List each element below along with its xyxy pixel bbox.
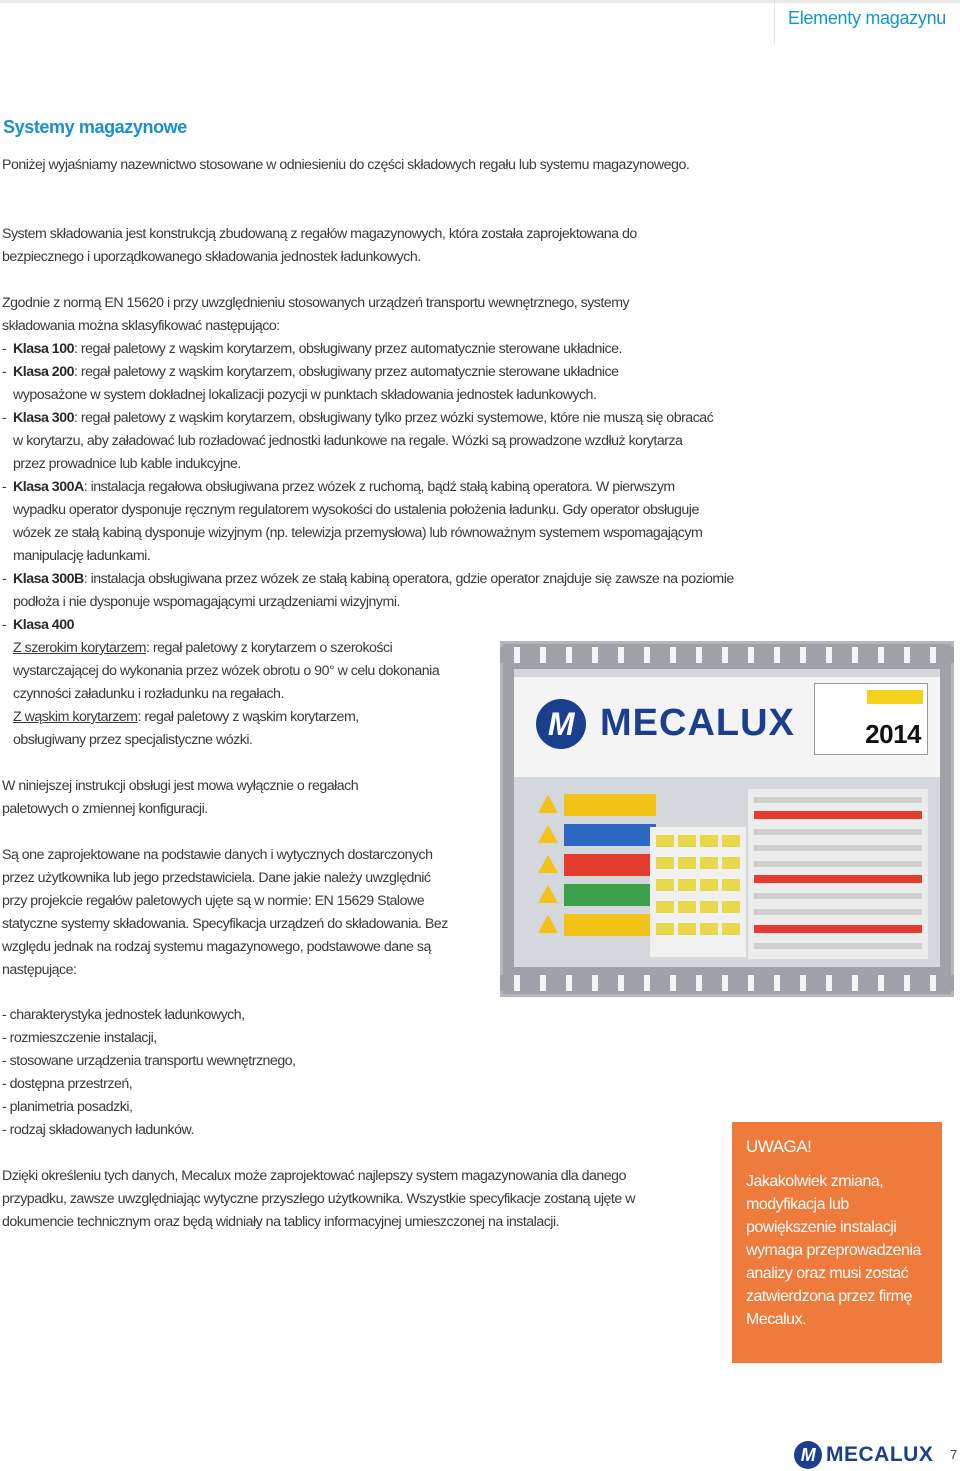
- requirement-item: - charakterystyka jednostek ładunkowych,: [2, 1007, 245, 1023]
- class-item: - Klasa 300B: instalacja obsługiwana przez wózek ze stałą kabiną operatora, gdzie operator znajduje się zawsze na poziomie podłoża i nie dysponuje wspomagającymi urządzeniami wizyjnymi.: [2, 571, 734, 610]
- requirement-item: - rodzaj składowanych ładunków.: [2, 1122, 194, 1138]
- mecalux-logo-icon: M: [794, 1441, 822, 1469]
- class-item: - Klasa 300: regał paletowy z wąskim korytarzem, obsługiwany tylko przez wózki systemowe, które nie muszą się obracać w korytarzu, aby załadować lub rozładować jednostki ładunkowe na regale. Wózki są prowadzone wzdłuż korytarza przez prowadnice lub kable indukcyjne.: [2, 410, 714, 472]
- class-name: Klasa 100: [13, 341, 74, 357]
- page-title: Systemy magazynowe: [3, 117, 187, 137]
- narrow-text: : regał paletowy z wąskim korytarzem, obsługiwany przez specjalistyczne wózki.: [13, 709, 359, 748]
- header-divider: [774, 0, 775, 44]
- class-text: : regał paletowy z wąskim korytarzem, obsługiwany przez automatycznie sterowane układnice.: [73, 341, 622, 357]
- class-item: - Klasa 400 Z szerokim korytarzem: regał paletowy z korytarzem o szerokości wystarczającej do wykonania przez wózek obrotu o 90° w celu dokonania czynności załadunku i rozładunku na regałach. Z wąskim korytarzem: regał paletowy z wąskim korytarzem, obsługiwany przez specjalistyczne wózki.: [2, 614, 468, 752]
- body-paragraph-6: Dzięki określeniu tych danych, Mecalux może zaprojektować najlepszy system magazynowania dla danego przypadku, zawsze uwzględniając wytyczne przyszłego użytkownika. Wszystkie specyfikacje zostaną ujęte w dokumencie technicznym oraz będą widniały na tablicy informacyjnej umieszczonej na instalacji.: [2, 1168, 635, 1230]
- page-number: 7: [950, 1447, 957, 1462]
- requirement-item: - stosowane urządzenia transportu wewnętrznego,: [2, 1053, 296, 1069]
- class-text: : instalacja regałowa obsługiwana przez wózek z ruchomą, bądź stałą kabiną operatora. W pierwszym wypadku operator dysponuje ręcznym regulatorem wysokości do ustalenia położenia ładunku. Gdy operator obsługuje wózek ze stałą kabiną dysponuje wizyjnym (np. telewizja przemysłowa) lub równoważnym systemem wspomagającym manipulację ładunkami.: [13, 479, 703, 564]
- config-table: [748, 789, 928, 959]
- class-name: Klasa 300B: [13, 571, 84, 587]
- class-name: Klasa 300: [13, 410, 74, 426]
- class-text: : regał paletowy z wąskim korytarzem, obsługiwany tylko przez wózki systemowe, które nie muszą się obracać w korytarzu, aby załadować lub rozładować jednostki ładunkowe na regale. Wózki są prowadzone wzdłuż korytarza przez prowadnice lub kable indukcyjne.: [13, 410, 714, 472]
- class-item: - Klasa 300A: instalacja regałowa obsługiwana przez wózek z ruchomą, bądź stałą kabiną operatora. W pierwszym wypadku operator dysponuje ręcznym regulatorem wysokości do ustalenia położenia ładunku. Gdy operator obsługuje wózek ze stałą kabiną dysponuje wizyjnym (np. telewizja przemysłowa) lub równoważnym systemem wspomagającym manipulację ładunkami.: [2, 479, 703, 564]
- wide-label: Z szerokim korytarzem: [13, 640, 146, 656]
- top-border: [0, 0, 960, 3]
- mecalux-logo-icon: M: [536, 699, 586, 749]
- intro-paragraph-3: Zgodnie z normą EN 15620 i przy uwzględnieniu stosowanych urządzeń transportu wewnętrznego, systemy składowania można sklasyfikować następująco:: [2, 295, 630, 334]
- requirement-item: - rozmieszczenie instalacji,: [2, 1030, 157, 1046]
- plate-brand: MECALUX: [600, 702, 795, 744]
- class400-wide: [13, 637, 453, 706]
- intro-paragraph-1: Poniżej wyjaśniamy nazewnictwo stosowane w odniesieniu do części składowych regału lub systemu magazynowego.: [2, 157, 690, 173]
- requirement-item: - dostępna przestrzeń,: [2, 1076, 133, 1092]
- class-item: - Klasa 200: regał paletowy z wąskim korytarzem, obsługiwany przez automatycznie sterowane układnice wyposażone w system dokładnej lokalizacji pozycji w punktach składowania jednostek ładunkowych.: [2, 364, 619, 403]
- requirements-list: [2, 1004, 296, 1142]
- narrow-label: Z wąskim korytarzem: [13, 709, 138, 725]
- body-paragraph-5: Są one zaprojektowane na podstawie danych i wytycznych dostarczonych przez użytkownika lub jego przedstawiciela. Dane jakie należy uwzględnić przy projekcie regałów paletowych ujęte są w normie: EN 15629 Stalowe statyczne systemy składowania. Specyfikacja urządzeń do składowania. Bez względu jednak na rodzaj systemu magazynowego, podstawowe dane są następujące:: [2, 847, 448, 978]
- warning-title: UWAGA!: [746, 1137, 812, 1156]
- footer-brand: MECALUX: [826, 1443, 934, 1466]
- class-text: : regał paletowy z wąskim korytarzem, obsługiwany przez automatycznie sterowane układnice wyposażone w system dokładnej lokalizacji pozycji w punktach składowania jednostek ładunkowych.: [13, 364, 619, 403]
- warning-text: Jakakolwiek zmiana, modyfikacja lub powiększenie instalacji wymaga przeprowadzenia analizy oraz musi zostać zatwierdzona przez firmę Mecalux.: [746, 1173, 921, 1328]
- warning-box: [732, 1122, 942, 1363]
- wide-text: : regał paletowy z korytarzem o szerokości wystarczającej do wykonania przez wózek obrotu o 90° w celu dokonania czynności załadunku i rozładunku na regałach.: [13, 640, 440, 702]
- class-text: : instalacja obsługiwana przez wózek ze stałą kabiną operatora, gdzie operator znajduje się zawsze na poziomie podłoża i nie dysponuje wspomagającymi urządzeniami wizyjnymi.: [13, 571, 734, 610]
- class-name: Klasa 400: [13, 617, 74, 633]
- plate-year: 2014: [865, 719, 921, 749]
- inspection-tag: [814, 683, 928, 755]
- load-grid-diagram: [650, 827, 746, 957]
- info-plate-image: [500, 641, 954, 997]
- requirement-item: - planimetria posadzki,: [2, 1099, 133, 1115]
- section-header: Elementy magazynu: [788, 8, 946, 28]
- class-item: - Klasa 100: regał paletowy z wąskim korytarzem, obsługiwany przez automatycznie sterowane układnice.: [2, 341, 622, 357]
- body-paragraph-4: W niniejszej instrukcji obsługi jest mowa wyłącznie o regałach paletowych o zmiennej konfiguracji.: [2, 778, 359, 817]
- class-name: Klasa 200: [13, 364, 74, 380]
- intro-paragraph-2: System składowania jest konstrukcją zbudowaną z regałów magazynowych, która została zaprojektowana do bezpiecznego i uporządkowanego składowania jednostek ładunkowych.: [2, 226, 637, 265]
- class-name: Klasa 300A: [13, 479, 84, 495]
- class400-narrow: [13, 706, 423, 752]
